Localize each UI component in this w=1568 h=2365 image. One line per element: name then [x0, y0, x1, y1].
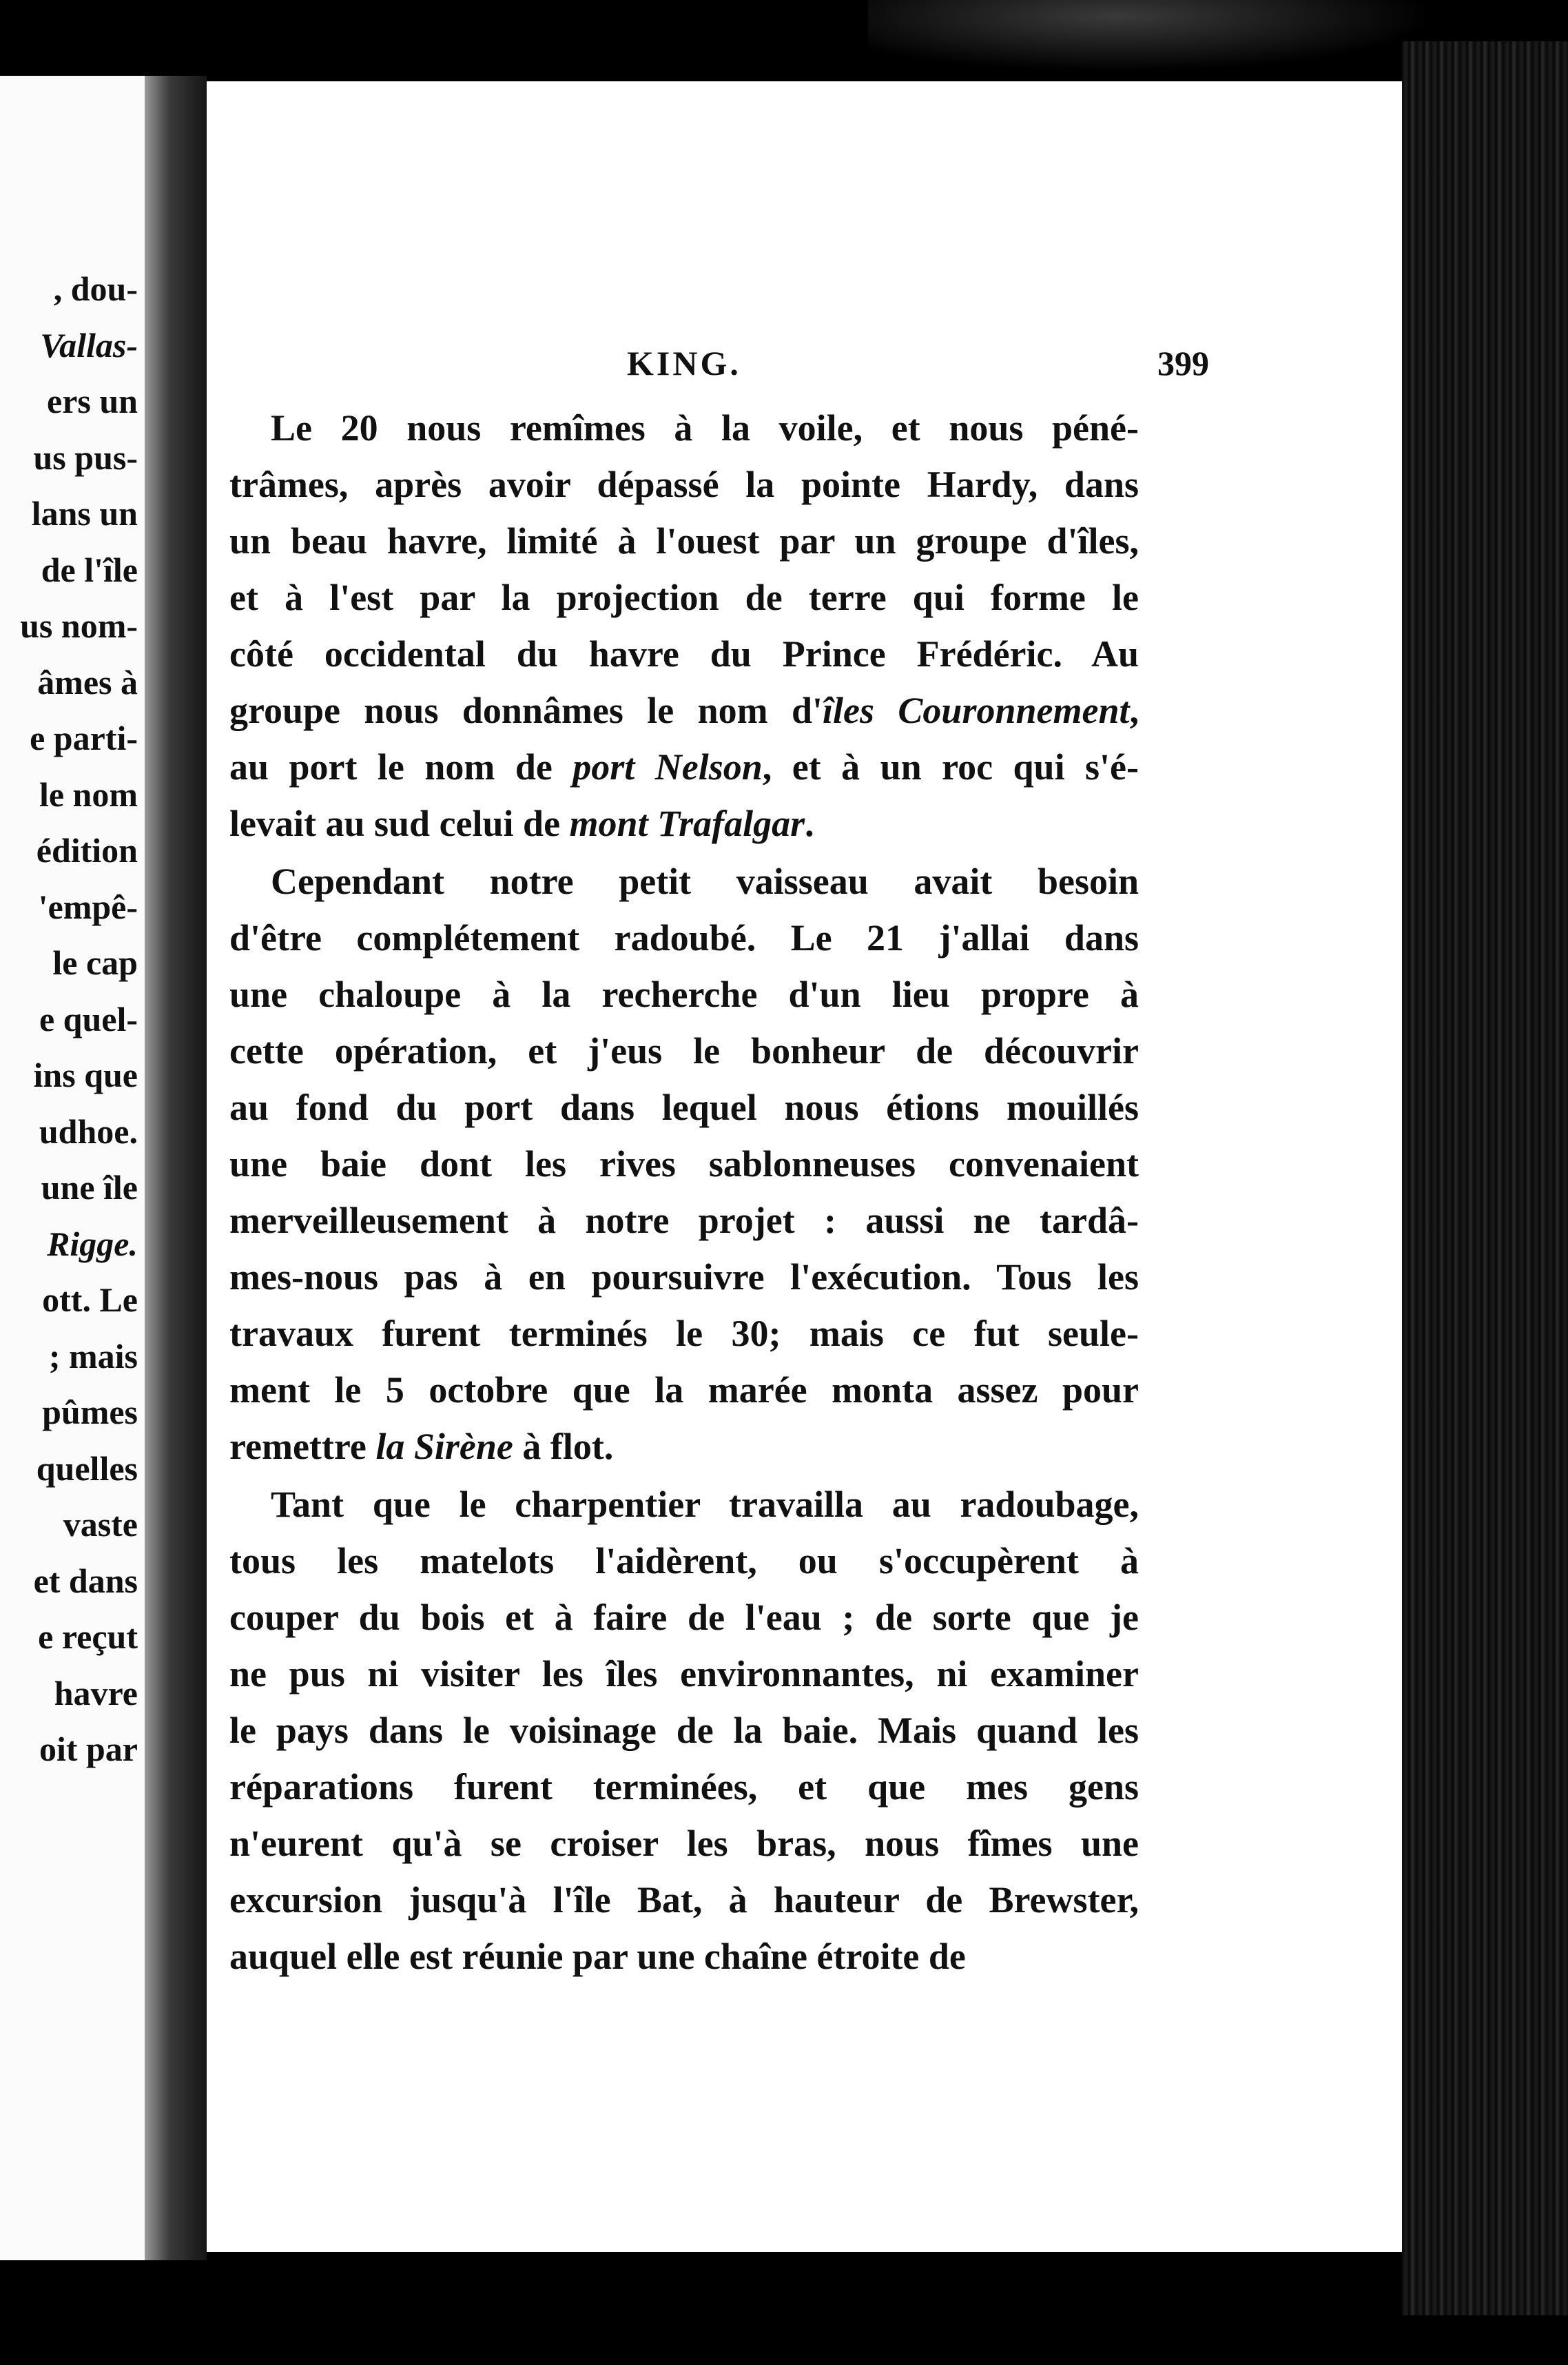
text-line [229, 1305, 1139, 1362]
previous-page-line: et dans [33, 1561, 138, 1600]
previous-page-line: ott. Le [42, 1280, 138, 1319]
text-line [229, 1079, 1139, 1136]
previous-page-line: ; mais [48, 1336, 138, 1375]
text-line [229, 1815, 1139, 1872]
text-segment: trâmes, après avoir dépassé la pointe Hardy, dans [229, 464, 1139, 505]
previous-page-line: oit par [39, 1730, 138, 1768]
paragraph [229, 400, 1139, 852]
book-page [207, 81, 1402, 2252]
page-gutter-shadow [145, 76, 207, 2260]
previous-page-line: udhoe. [39, 1112, 138, 1151]
text-line [229, 1476, 1139, 1533]
previous-page-line: havre [54, 1673, 138, 1712]
text-segment: cette opération, et j'eus le bonheur de découvrir [229, 1030, 1139, 1072]
text-segment: . [805, 803, 814, 844]
text-segment: merveilleusement à notre projet : aussi ne tardâ- [229, 1200, 1139, 1241]
text-line [229, 1872, 1139, 1928]
text-segment: un beau havre, limité à l'ouest par un groupe d'îles, [229, 520, 1139, 562]
running-head [207, 343, 1402, 398]
previous-page-line: ers un [47, 382, 138, 420]
previous-page-line: Vallas- [40, 325, 138, 365]
book-edge [1402, 41, 1568, 2315]
previous-page-fragment [0, 76, 145, 2260]
text-line [229, 966, 1139, 1023]
previous-page-line: ins que [33, 1056, 138, 1094]
text-segment: au fond du port dans lequel nous étions mouillés [229, 1087, 1139, 1128]
text-segment: réparations furent terminées, et que mes gens [229, 1766, 1139, 1808]
text-segment: le pays dans le voisinage de la baie. Mais quand les [229, 1710, 1139, 1751]
text-segment: n'eurent qu'à se croiser les bras, nous fîmes une [229, 1823, 1139, 1864]
text-segment: excursion jusqu'à l'île Bat, à hauteur de Brewster, [229, 1879, 1139, 1921]
text-line [229, 1646, 1139, 1702]
text-segment: à flot. [513, 1426, 614, 1467]
previous-page-line: une île [41, 1168, 138, 1207]
text-line [229, 400, 1139, 456]
text-line [229, 626, 1139, 682]
italic-text: îles Couronnement [823, 690, 1130, 731]
text-line [229, 795, 1139, 852]
text-segment: une chaloupe à la recherche d'un lieu propre à [229, 974, 1139, 1015]
previous-page-line: âmes à [37, 662, 138, 702]
text-segment: mes-nous pas à en poursuivre l'exécution. Tous les [229, 1256, 1139, 1298]
text-segment: auquel elle est réunie par une chaîne étroite de [229, 1936, 966, 1977]
italic-text: port Nelson [572, 746, 763, 788]
text-segment: remettre [229, 1426, 376, 1467]
previous-page-line: us nom- [20, 606, 138, 645]
text-line [229, 1759, 1139, 1815]
text-line [229, 1702, 1139, 1759]
previous-page-line: , dou- [53, 269, 138, 308]
text-line [229, 910, 1139, 966]
previous-page-line: us pus- [33, 438, 138, 477]
previous-page-line: e reçut [38, 1617, 138, 1656]
italic-text: la Sirène [375, 1426, 513, 1467]
text-segment: couper du bois et à faire de l'eau ; de sorte que je [229, 1597, 1139, 1638]
text-segment: , et à un roc qui s'é- [762, 746, 1139, 788]
text-line [229, 1362, 1139, 1418]
text-segment: une baie dont les rives sablonneuses convenaient [229, 1143, 1139, 1185]
previous-page-line: de l'île [41, 550, 138, 589]
text-segment: au port le nom de [229, 746, 573, 788]
text-segment: , [1129, 690, 1139, 731]
text-line [229, 853, 1139, 910]
text-line [229, 1192, 1139, 1249]
paragraph [229, 853, 1139, 1475]
text-line [229, 1136, 1139, 1192]
text-segment: ment le 5 octobre que la marée monta assez pour [229, 1369, 1139, 1411]
text-line [229, 1589, 1139, 1646]
text-line [229, 1418, 1139, 1475]
text-line [229, 569, 1139, 626]
text-segment: groupe nous donnâmes le nom d' [229, 690, 823, 731]
text-line [229, 1023, 1139, 1079]
text-line [229, 1249, 1139, 1305]
text-segment: Tant que le charpentier travailla au radoubage, [271, 1484, 1139, 1525]
previous-page-line: 'empê- [38, 887, 138, 926]
running-head-title: KING. [627, 344, 741, 382]
previous-page-line: quelles [36, 1448, 138, 1488]
previous-page-line: lans un [31, 494, 138, 533]
text-line [229, 456, 1139, 513]
italic-text: mont Trafalgar [569, 803, 805, 844]
text-segment: d'être complétement radoubé. Le 21 j'allai dans [229, 917, 1139, 959]
previous-page-line: le cap [52, 943, 138, 982]
text-segment: travaux furent terminés le 30; mais ce fut seule- [229, 1313, 1139, 1354]
text-segment: Cependant notre petit vaisseau avait besoin [271, 861, 1139, 902]
previous-page-line: Rigge. [47, 1224, 138, 1263]
previous-page-line: e quel- [39, 999, 138, 1038]
text-segment: Le 20 nous remîmes à la voile, et nous péné- [271, 407, 1139, 449]
page-number: 399 [1157, 344, 1209, 382]
body-text [229, 400, 1139, 1985]
text-line [229, 682, 1139, 739]
previous-page-line: vaste [63, 1505, 138, 1544]
scan-smudge [868, 0, 1488, 81]
text-segment: tous les matelots l'aidèrent, ou s'occupèrent à [229, 1540, 1139, 1581]
text-line [229, 1928, 1139, 1985]
text-segment: levait au sud celui de [229, 803, 570, 844]
previous-page-line: pûmes [42, 1393, 138, 1431]
previous-page-line: e parti- [30, 719, 138, 757]
text-line [229, 739, 1139, 795]
text-segment: ne pus ni visiter les îles environnantes, ni examiner [229, 1653, 1139, 1695]
previous-page-line: édition [36, 831, 138, 870]
text-line [229, 513, 1139, 569]
paragraph [229, 1476, 1139, 1985]
text-segment: et à l'est par la projection de terre qui forme le [229, 577, 1139, 618]
text-line [229, 1533, 1139, 1589]
previous-page-line: le nom [39, 775, 138, 814]
text-segment: côté occidental du havre du Prince Frédéric. Au [229, 633, 1139, 675]
